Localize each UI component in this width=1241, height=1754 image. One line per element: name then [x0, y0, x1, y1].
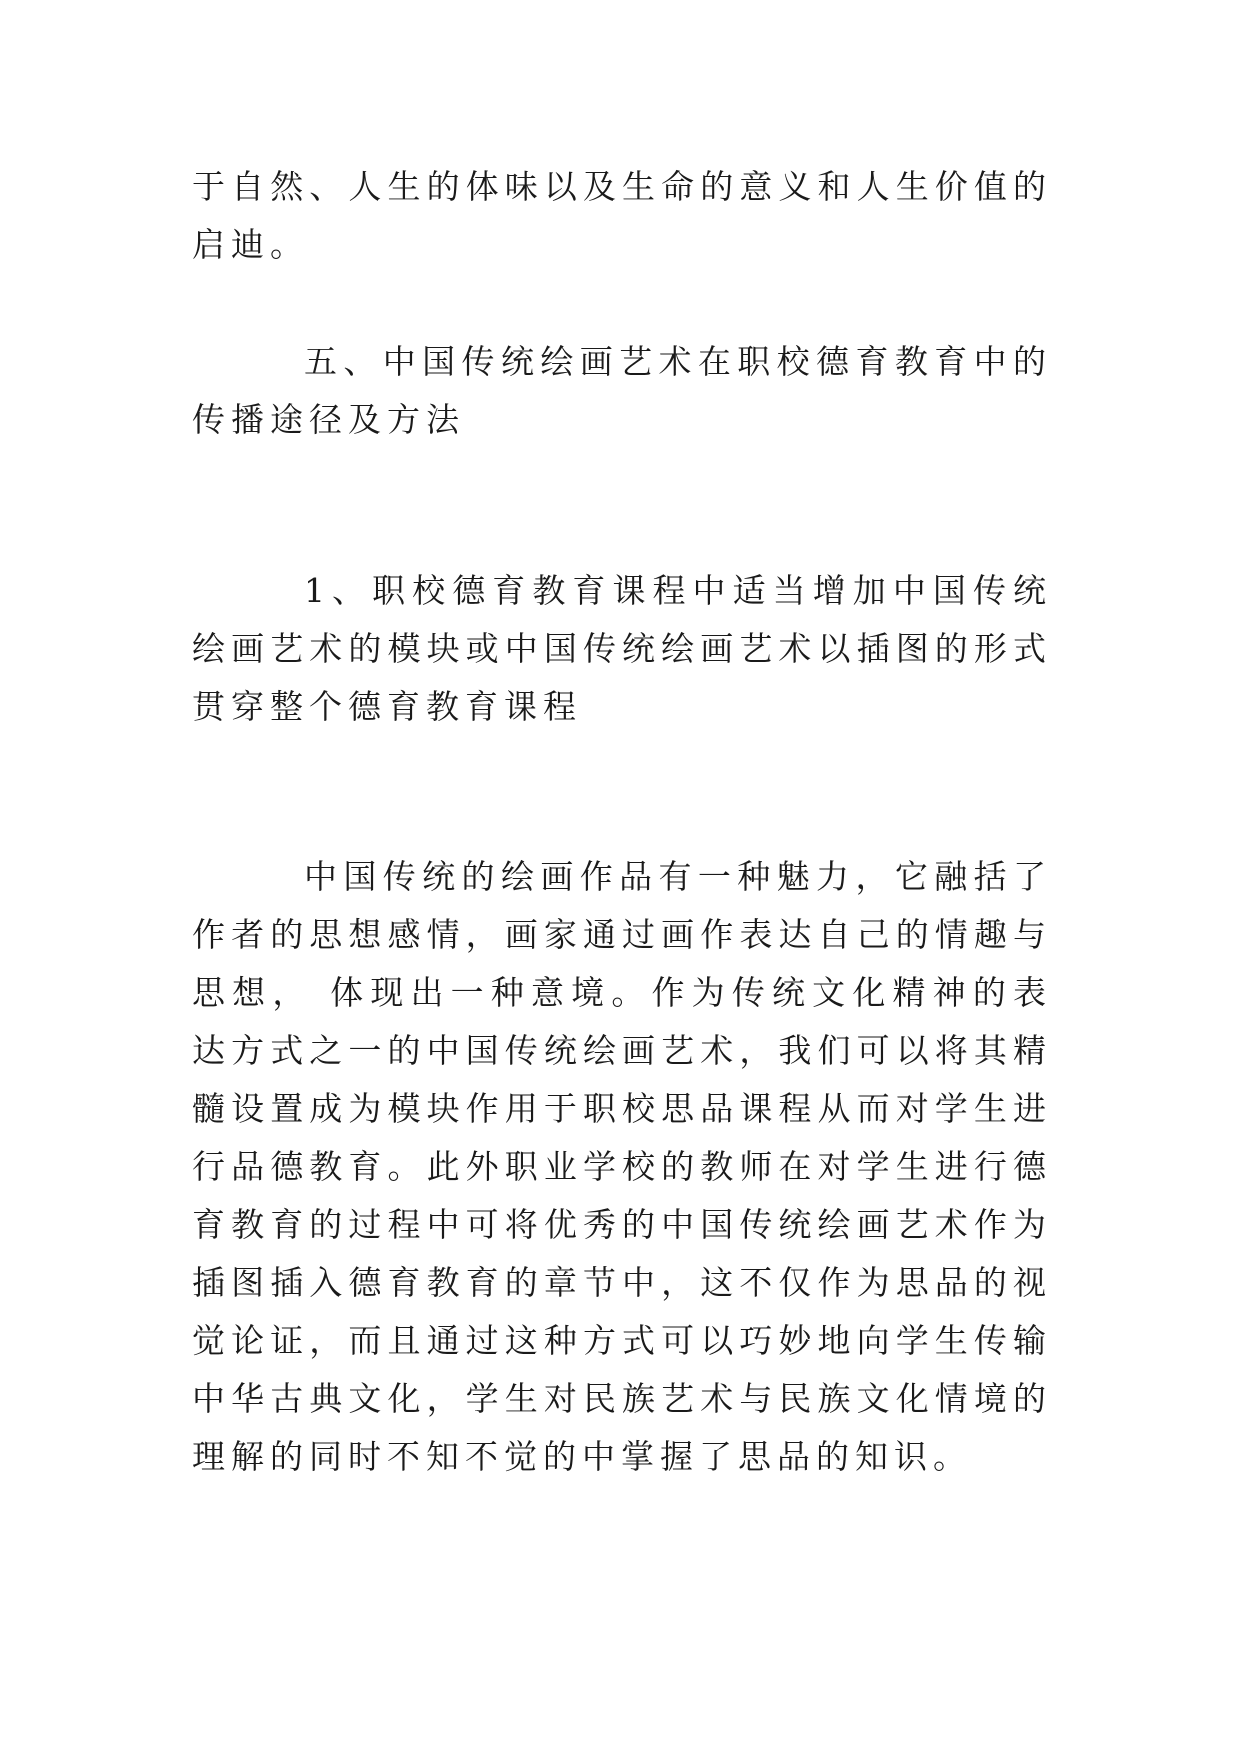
- continuation-paragraph: 于自然、人生的体味以及生命的意义和人生价值的启迪。: [192, 167, 1052, 264]
- section-heading: 五、中国传统绘画艺术在职校德育教育中的传播途径及方法: [192, 342, 1052, 439]
- body-paragraph: 中国传统的绘画作品有一种魅力，它融括了作者的思想感情，画家通过画作表达自己的情趣与思想， 体现出一种意境。作为传统文化精神的表达方式之一的中国传统绘画艺术，我们可以将其精髓设置成为模块作用于职校思品课程从而对学生进行品德教育。此外职业学校的教师在对学生进行德育教育的过程中可将优秀的中国传统绘画艺术作为插图插入德育教育的章节中，这不仅作为思品的视觉论证，而且通过这种方式可以巧妙地向学生传输中华古典文化，学生对民族艺术与民族文化情境的理解的同时不知不觉的中掌握了思品的知识。: [192, 857, 1052, 1476]
- subsection-heading: 1、职校德育教育课程中适当增加中国传统绘画艺术的模块或中国传统绘画艺术以插图的形式贯穿整个德育教育课程: [192, 571, 1052, 726]
